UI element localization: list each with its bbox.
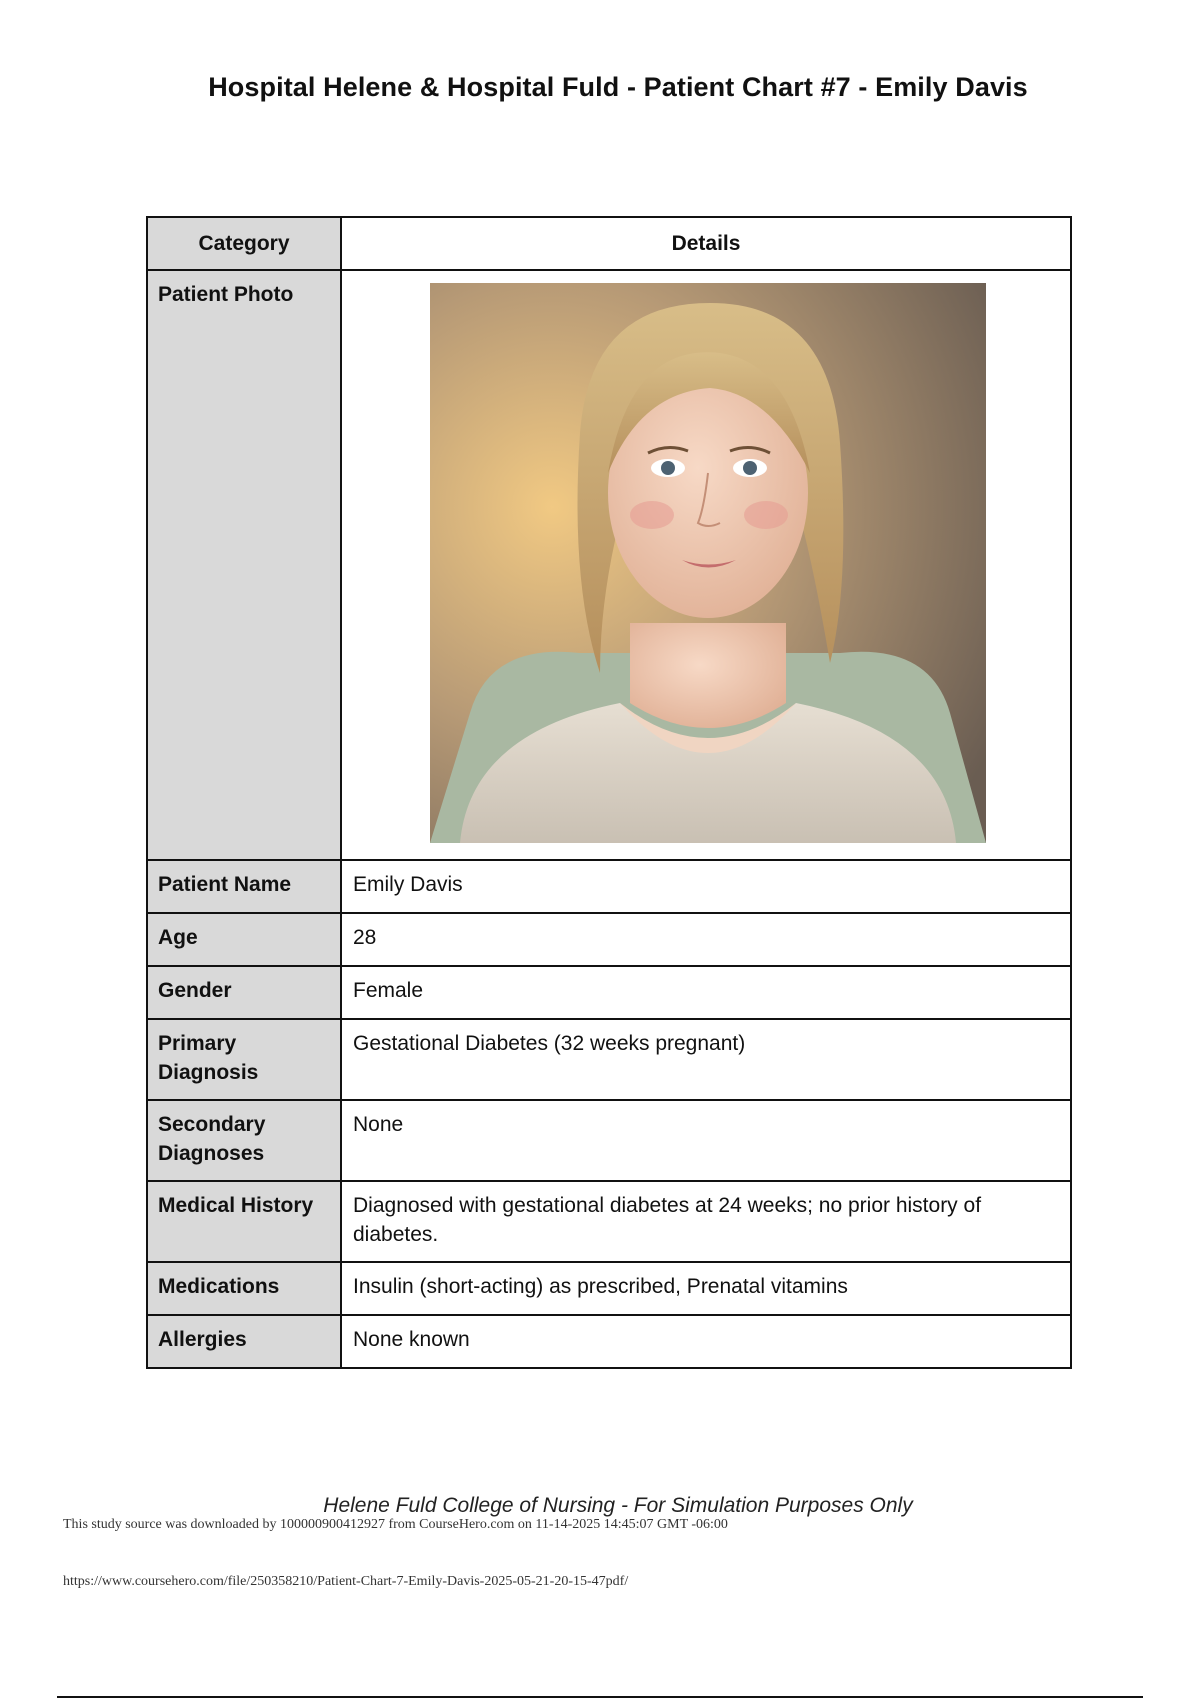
table-row (147, 913, 1071, 966)
patient-photo (430, 283, 986, 843)
header-details: Details (341, 217, 1071, 270)
row-category: Patient Name (147, 860, 341, 913)
row-category: Primary Diagnosis (147, 1019, 341, 1100)
table-row (147, 1019, 1071, 1100)
table-row (147, 1181, 1071, 1262)
table-row (147, 860, 1071, 913)
simulation-footer: Helene Fuld College of Nursing - For Simulation Purposes Only (323, 1494, 913, 1517)
header-category: Category (147, 217, 341, 270)
row-details: Emily Davis (341, 860, 1071, 913)
photo-label: Patient Photo (147, 270, 341, 860)
row-category: Secondary Diagnoses (147, 1100, 341, 1181)
download-source-line: This study source was downloaded by 100000900412927 from CourseHero.com on 11-14-2025 14:45:07 GMT -06:00 (63, 1517, 728, 1532)
row-details: Gestational Diabetes (32 weeks pregnant) (341, 1019, 1071, 1100)
row-details: None known (341, 1315, 1071, 1368)
row-category: Medical History (147, 1181, 341, 1262)
row-category: Gender (147, 966, 341, 1019)
row-details: None (341, 1100, 1071, 1181)
source-url[interactable]: https://www.coursehero.com/file/250358210/Patient-Chart-7-Emily-Davis-2025-05-21-20-15-47pdf/ (63, 1574, 629, 1589)
table-row (147, 1262, 1071, 1315)
row-details: Insulin (short-acting) as prescribed, Prenatal vitamins (341, 1262, 1071, 1315)
photo-cell (341, 270, 1071, 860)
table-row (147, 1315, 1071, 1368)
table-row-photo (147, 270, 1071, 860)
row-category: Age (147, 913, 341, 966)
patient-chart-table (146, 216, 1072, 1369)
table-row (147, 1100, 1071, 1181)
table-row (147, 966, 1071, 1019)
row-details: Diagnosed with gestational diabetes at 24 weeks; no prior history of diabetes. (341, 1181, 1071, 1262)
row-category: Allergies (147, 1315, 341, 1368)
page-title: Hospital Helene & Hospital Fuld - Patient Chart #7 - Emily Davis (208, 72, 1028, 102)
table-header-row (147, 217, 1071, 270)
bottom-divider (57, 1696, 1143, 1698)
row-details: Female (341, 966, 1071, 1019)
row-category: Medications (147, 1262, 341, 1315)
row-details: 28 (341, 913, 1071, 966)
